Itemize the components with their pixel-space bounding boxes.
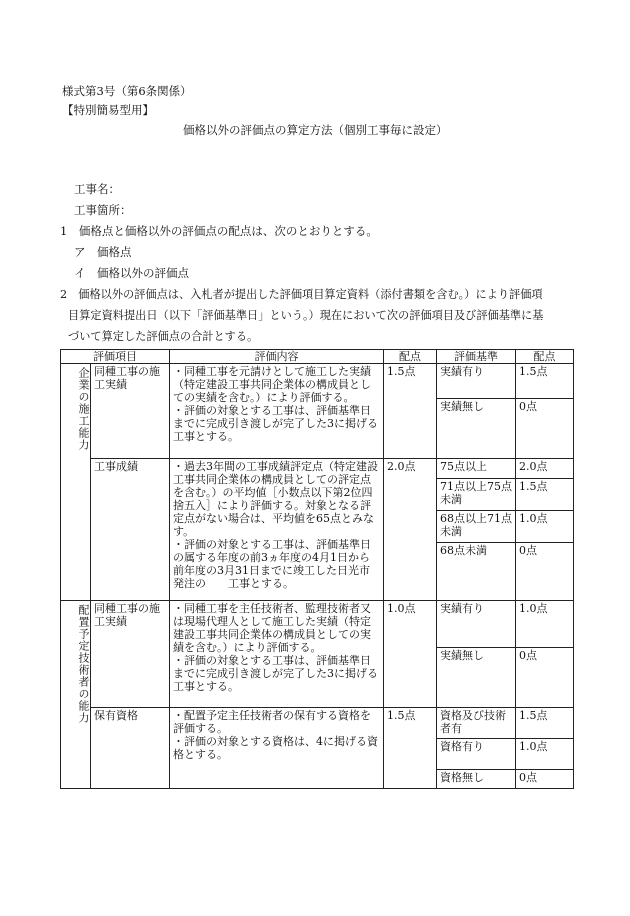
criteria-label: 資格及び技術者有 bbox=[437, 708, 516, 739]
project-location-label: 工事箇所： bbox=[74, 203, 132, 217]
section1-text: 1 価格点と価格以外の評価点の配点は、次のとおりとする。 bbox=[60, 224, 378, 238]
criteria-label: 資格有り bbox=[437, 739, 516, 770]
criteria-label: 資格無し bbox=[437, 770, 516, 789]
item-points: 1.5点 bbox=[384, 708, 437, 789]
criteria-label: 75点以上 bbox=[437, 459, 516, 479]
table-row bbox=[61, 708, 574, 739]
item-points: 2.0点 bbox=[384, 459, 437, 601]
criteria-score: 1.0点 bbox=[516, 511, 574, 543]
section2-line3: づいて算定した評価点の合計とする。 bbox=[68, 330, 259, 343]
category-engineer: 配置予定技術者の能力 bbox=[61, 601, 91, 789]
header-item: 評価項目 bbox=[61, 350, 170, 364]
project-name-label: 工事名： bbox=[74, 182, 120, 196]
item-name: 工事成績 bbox=[91, 459, 170, 601]
item-name: 同種工事の施工実績 bbox=[91, 601, 170, 708]
header-criteria: 評価基準 bbox=[437, 350, 516, 364]
item-content: ・過去3年間の工事成績評定点（特定建設工事共同企業体の構成員としての評定点を含む。）の平均値［小数点以下第2位四捨五入］により評価する。対象となる評定点がない場合は、平均値を65点とみなす。 ・評価の対象とする工事は、評価基準日の属する年度の前3ヵ年度の4月1日から前年度の3月31日までに竣工した日光市発注の 工事とする。 bbox=[170, 459, 384, 601]
criteria-score: 1.5点 bbox=[516, 364, 574, 399]
criteria-score: 1.5点 bbox=[516, 708, 574, 739]
section1-item-i: イ 価格以外の評価点 bbox=[74, 266, 189, 280]
criteria-label: 実績無し bbox=[437, 399, 516, 459]
item-points: 1.5点 bbox=[384, 364, 437, 459]
table-header-row bbox=[61, 350, 574, 364]
header-points: 配点 bbox=[384, 350, 437, 364]
criteria-label: 71点以上75点未満 bbox=[437, 479, 516, 511]
criteria-score: 0点 bbox=[516, 543, 574, 601]
page-title: 価格以外の評価点の算定方法（個別工事毎に設定） bbox=[183, 123, 448, 137]
criteria-label: 実績無し bbox=[437, 648, 516, 708]
item-content: ・配置予定主任技術者の保有する資格を評価する。 ・評価の対象とする資格は、4に掲げる資格とする。 bbox=[170, 708, 384, 789]
section1-item-a: ア 価格点 bbox=[74, 245, 132, 259]
evaluation-table bbox=[60, 349, 574, 789]
section2-line2: 目算定資料提出日（以下「評価基準日」という。）現在において次の評価項目及び評価基準に基 bbox=[68, 309, 544, 322]
criteria-score: 1.0点 bbox=[516, 601, 574, 648]
item-name: 保有資格 bbox=[91, 708, 170, 789]
section2-line1: 2 価格以外の評価点は、入札者が提出した評価項目算定資料（添付書類を含む。）により評価項 bbox=[60, 288, 543, 301]
table-row bbox=[61, 364, 574, 399]
criteria-label: 実績有り bbox=[437, 601, 516, 648]
item-content: ・同種工事を主任技術者、監理技術者又は現場代理人として施工した実績（特定建設工事共同企業体の構成員としての実績を含む。）により評価する。 ・評価の対象とする工事は、評価基準日までに完成引き渡しが完了した3に掲げる工事とする。 bbox=[170, 601, 384, 708]
criteria-score: 1.5点 bbox=[516, 479, 574, 511]
item-name: 同種工事の施工実績 bbox=[91, 364, 170, 459]
criteria-score: 0点 bbox=[516, 399, 574, 459]
table-row bbox=[61, 459, 574, 479]
criteria-label: 68点以上71点未満 bbox=[437, 511, 516, 543]
criteria-score: 0点 bbox=[516, 770, 574, 789]
criteria-label: 実績有り bbox=[437, 364, 516, 399]
form-type: 【特別簡易型用】 bbox=[62, 103, 154, 117]
header-content: 評価内容 bbox=[170, 350, 384, 364]
criteria-score: 2.0点 bbox=[516, 459, 574, 479]
item-content: ・同種工事を元請けとして施工した実績（特定建設工事共同企業体の構成員としての実績を含む。）により評価する。 ・評価の対象とする工事は、評価基準日までに完成引き渡しが完了した3に掲げる工事とする。 bbox=[170, 364, 384, 459]
category-company: 企業の施工能力 bbox=[61, 364, 91, 601]
header-score: 配点 bbox=[516, 350, 574, 364]
form-number: 様式第3号（第6条関係） bbox=[62, 84, 192, 98]
criteria-score: 0点 bbox=[516, 648, 574, 708]
item-points: 1.0点 bbox=[384, 601, 437, 708]
table-row bbox=[61, 601, 574, 648]
criteria-label: 68点未満 bbox=[437, 543, 516, 601]
criteria-score: 1.0点 bbox=[516, 739, 574, 770]
